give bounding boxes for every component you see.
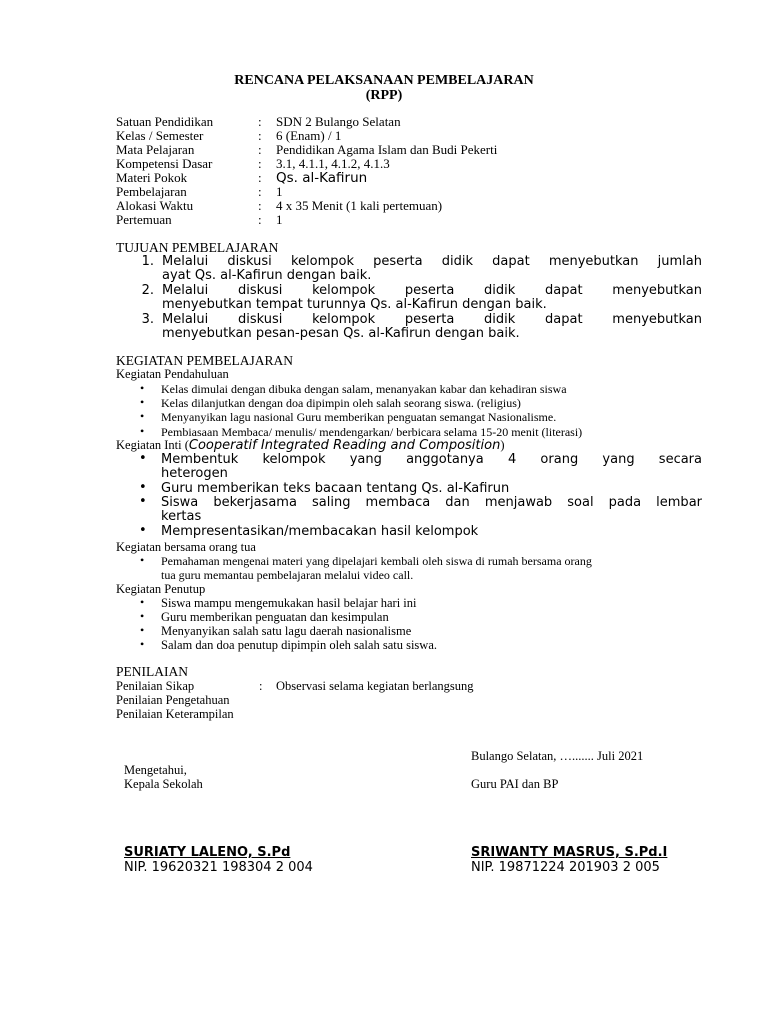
list-text: Kelas dilanjutkan dengan doa dipimpin oleh salah seorang siswa. (religius) xyxy=(161,396,521,410)
identity-colon: : xyxy=(258,128,262,143)
identity-label: Satuan Pendidikan xyxy=(116,114,214,129)
orangtua-heading: Kegiatan bersama orang tua xyxy=(116,540,256,554)
list-text-line: kertas xyxy=(161,509,202,524)
bullet-icon: • xyxy=(140,395,145,409)
list-text-line: Mempresentasikan/membacakan hasil kelompok xyxy=(161,524,479,539)
penilaian-heading: PENILAIAN xyxy=(116,664,188,679)
list-text-line: Melalui diskusi kelompok peserta didik dapat menyebutkan xyxy=(162,283,702,298)
list-text-line: Melalui diskusi kelompok peserta didik dapat menyebutkan xyxy=(162,312,702,327)
teacher-nip: NIP. 19871224 201903 2 005 xyxy=(471,860,660,875)
list-text-line: tua guru memantau pembelajaran melalui video call. xyxy=(161,568,414,582)
identity-label: Alokasi Waktu xyxy=(116,198,194,213)
penutup-heading: Kegiatan Penutup xyxy=(116,582,206,596)
principal-nip: NIP. 19620321 198304 2 004 xyxy=(124,860,313,875)
list-text-line: heterogen xyxy=(161,466,228,481)
identity-value: 4 x 35 Menit (1 kali pertemuan) xyxy=(276,198,443,213)
pendahuluan-heading: Kegiatan Pendahuluan xyxy=(116,367,229,381)
identity-label: Kompetensi Dasar xyxy=(116,156,213,171)
list-text: Kelas dimulai dengan dibuka dengan salam, menanyakan kabar dan kehadiran siswa xyxy=(161,382,567,396)
principal-name: SURIATY LALENO, S.Pd xyxy=(124,845,291,860)
list-text-line: Guru memberikan teks bacaan tentang Qs. al-Kafirun xyxy=(161,481,510,496)
list-number: 1. xyxy=(141,254,154,269)
kegiatan-heading: KEGIATAN PEMBELAJARAN xyxy=(116,353,294,368)
identity-value: 1 xyxy=(276,212,283,227)
identity-colon: : xyxy=(258,156,262,171)
identity-colon: : xyxy=(258,170,262,185)
penilaian-pengetahuan-label: Penilaian Pengetahuan xyxy=(116,693,230,707)
list-text-line: Melalui diskusi kelompok peserta didik dapat menyebutkan jumlah xyxy=(162,254,702,269)
identity-value: 1 xyxy=(276,184,283,199)
list-text: Guru memberikan penguatan dan kesimpulan xyxy=(161,610,389,624)
list-text-line: menyebutkan tempat turunnya Qs. al-Kafirun dengan baik. xyxy=(162,297,547,312)
identity-label: Kelas / Semester xyxy=(116,128,204,143)
identity-label: Materi Pokok xyxy=(116,170,188,185)
list-text: Menyanyikan lagu nasional Guru memberikan penguatan semangat Nasionalisme. xyxy=(161,410,557,424)
list-text-line: Membentuk kelompok yang anggotanya 4 orang yang secara xyxy=(161,452,702,467)
bullet-icon: • xyxy=(140,623,145,637)
inti-heading-suffix: ) xyxy=(500,438,505,452)
bullet-icon: • xyxy=(139,523,147,538)
identity-label: Pembelajaran xyxy=(116,184,187,199)
bullet-icon: • xyxy=(139,494,147,509)
tujuan-heading: TUJUAN PEMBELAJARAN xyxy=(116,240,279,255)
place-date: Bulango Selatan, …....... Juli 2021 xyxy=(471,749,644,763)
inti-heading-method: Cooperatif Integrated Reading and Composition xyxy=(188,438,501,453)
list-text-line: Pemahaman mengenai materi yang dipelajari kembali oleh siswa di rumah bersama orang xyxy=(161,554,592,568)
bullet-icon: • xyxy=(140,609,145,623)
bullet-icon: • xyxy=(140,424,145,438)
penilaian-sikap-label: Penilaian Sikap xyxy=(116,679,195,693)
list-number: 3. xyxy=(141,312,154,327)
identity-colon: : xyxy=(258,184,262,199)
bullet-icon: • xyxy=(140,381,145,395)
identity-value: Qs. al-Kafirun xyxy=(276,170,368,186)
bullet-icon: • xyxy=(139,480,147,495)
list-text-line: menyebutkan pesan-pesan Qs. al-Kafirun dengan baik. xyxy=(162,326,520,341)
bullet-icon: • xyxy=(140,553,145,567)
identity-value: SDN 2 Bulango Selatan xyxy=(276,114,401,129)
document-subtitle: (RPP) xyxy=(365,88,403,103)
penilaian-sikap-value: Observasi selama kegiatan berlangsung xyxy=(276,679,474,693)
document-title: RENCANA PELAKSANAAN PEMBELAJARAN xyxy=(234,73,534,88)
list-text-line: Siswa bekerjasama saling membaca dan menjawab soal pada lembar xyxy=(161,495,702,510)
bullet-icon: • xyxy=(140,595,145,609)
right-caption-title: Guru PAI dan BP xyxy=(471,777,559,791)
list-text: Salam dan doa penutup dipimpin oleh salah satu siswa. xyxy=(161,638,437,652)
list-number: 2. xyxy=(141,283,154,298)
inti-heading-prefix: Kegiatan Inti ( xyxy=(116,438,189,452)
identity-value: 6 (Enam) / 1 xyxy=(276,128,342,143)
identity-colon: : xyxy=(258,114,262,129)
identity-label: Mata Pelajaran xyxy=(116,142,195,157)
list-text: Pembiasaan Membaca/ menulis/ mendengarkan/ berbicara selama 15-20 menit (literasi) xyxy=(161,425,583,439)
list-text-line: ayat Qs. al-Kafirun dengan baik. xyxy=(162,268,372,283)
penilaian-keterampilan-label: Penilaian Keterampilan xyxy=(116,707,234,721)
list-text: Menyanyikan salah satu lagu daerah nasionalisme xyxy=(161,624,412,638)
bullet-icon: • xyxy=(140,409,145,423)
penilaian-colon: : xyxy=(259,679,263,693)
identity-colon: : xyxy=(258,212,262,227)
left-caption-title: Kepala Sekolah xyxy=(124,777,203,791)
identity-value: Pendidikan Agama Islam dan Budi Pekerti xyxy=(276,142,498,157)
identity-colon: : xyxy=(258,198,262,213)
bullet-icon: • xyxy=(139,451,147,466)
bullet-icon: • xyxy=(140,637,145,651)
inti-heading xyxy=(116,438,505,453)
identity-label: Pertemuan xyxy=(116,212,172,227)
identity-value: 3.1, 4.1.1, 4.1.2, 4.1.3 xyxy=(276,156,390,171)
list-text: Siswa mampu mengemukakan hasil belajar hari ini xyxy=(161,596,417,610)
identity-colon: : xyxy=(258,142,262,157)
teacher-name: SRIWANTY MASRUS, S.Pd.I xyxy=(471,845,668,860)
left-caption-acknowledged: Mengetahui, xyxy=(124,763,187,777)
